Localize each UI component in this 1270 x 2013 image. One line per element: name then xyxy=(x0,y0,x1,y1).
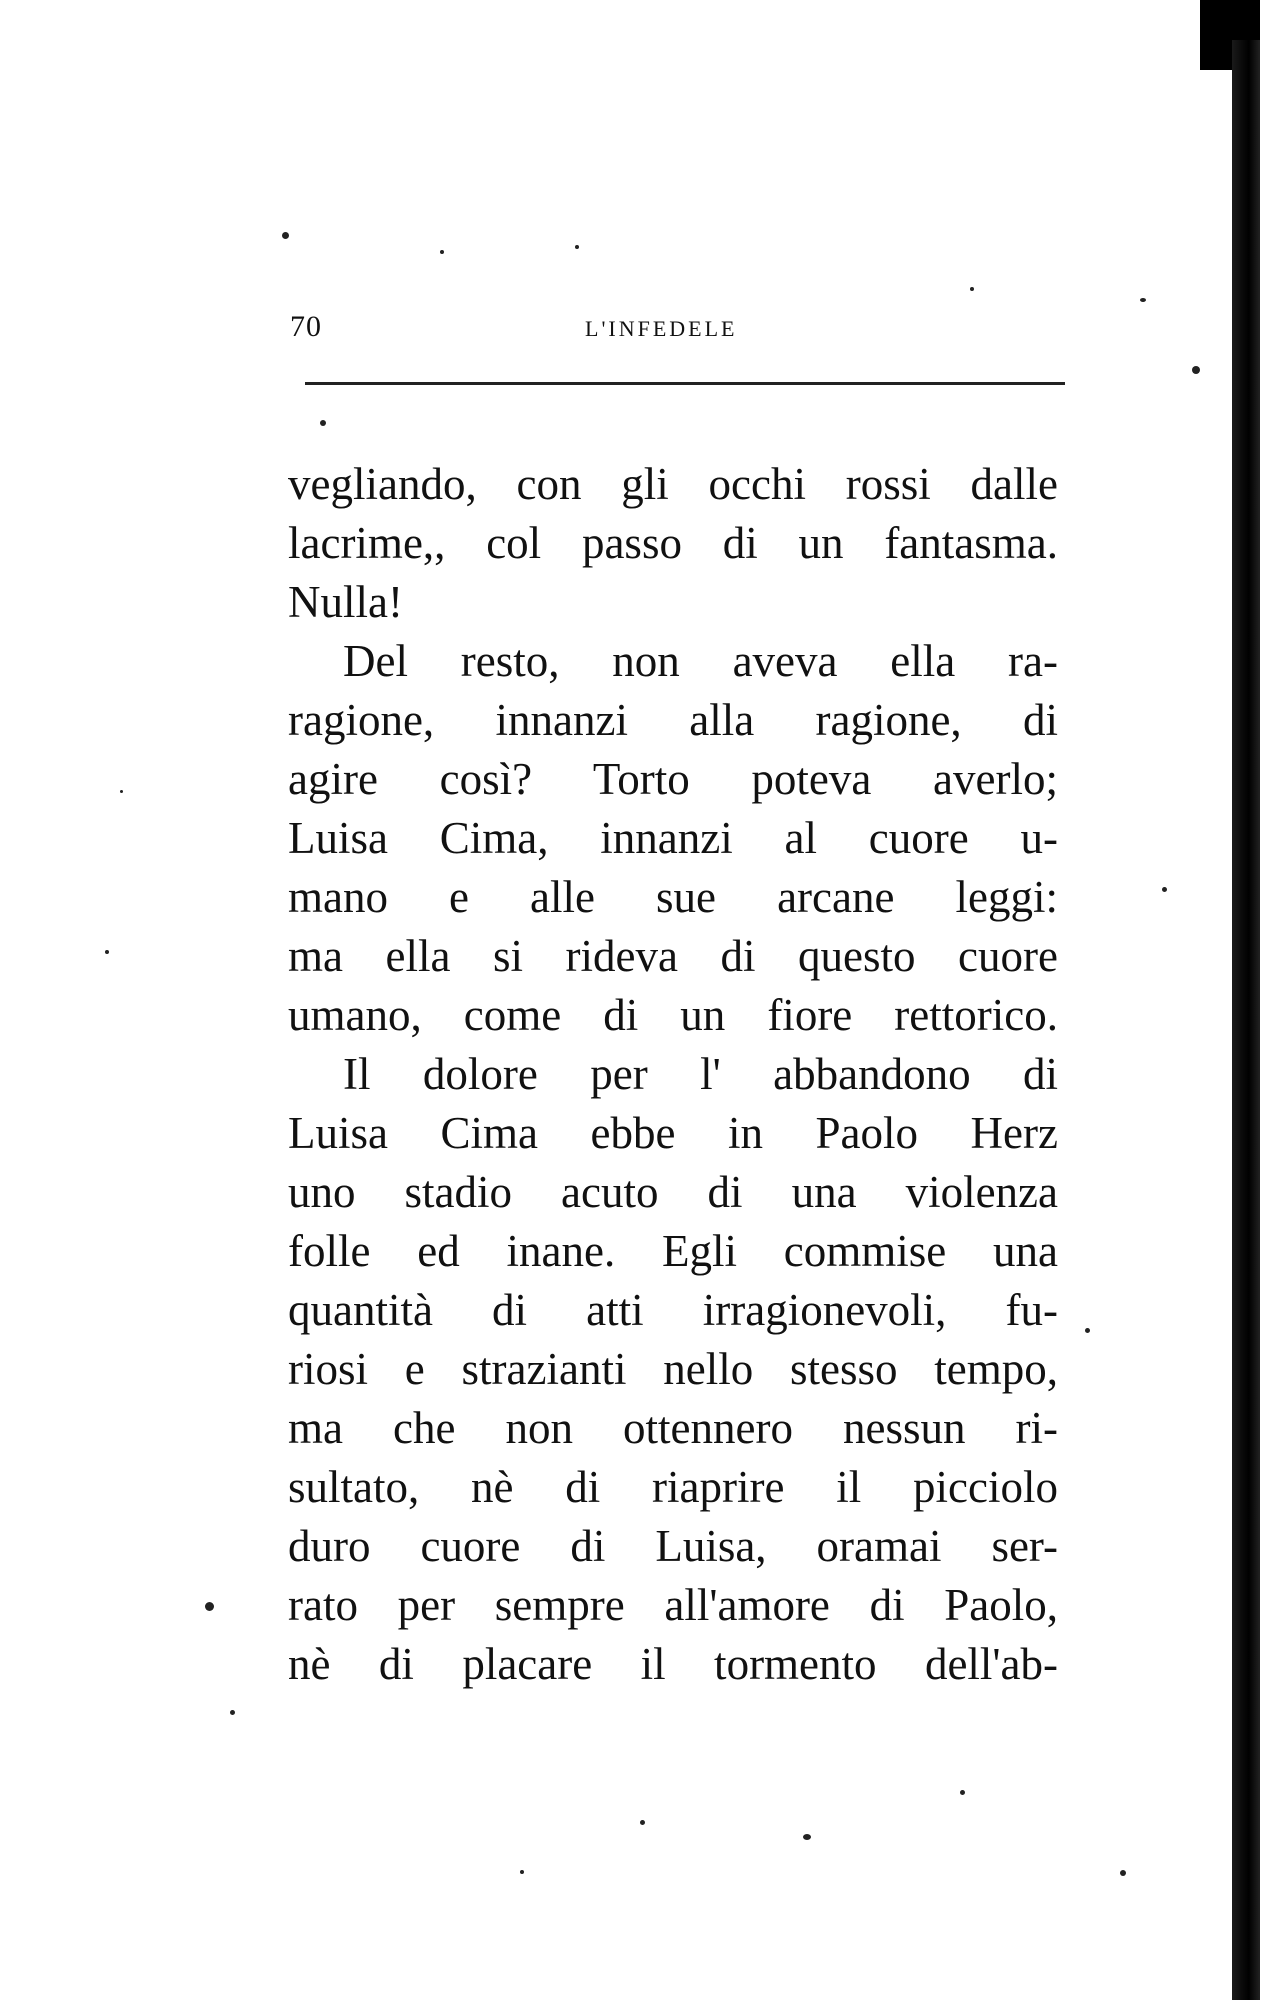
text-line: Del resto, non aveva ella ra- xyxy=(343,636,1058,686)
scan-speck xyxy=(970,287,974,291)
text-line: vegliando, con gli occhi rossi dalle xyxy=(288,459,1058,509)
text-line: Il dolore per l' abbandono di xyxy=(343,1049,1058,1099)
scan-speck xyxy=(1192,366,1200,374)
paragraph-3 xyxy=(288,1045,1058,1694)
text-line: rato per sempre all'amore di Paolo, xyxy=(288,1580,1058,1630)
scan-speck xyxy=(520,1870,524,1874)
scan-speck xyxy=(960,1790,965,1795)
scan-speck xyxy=(440,250,444,254)
text-line: sultato, nè di riaprire il picciolo xyxy=(288,1462,1058,1512)
text-line: umano, come di un fiore rettorico. xyxy=(288,990,1058,1040)
text-line: mano e alle sue arcane leggi: xyxy=(288,872,1058,922)
body-text xyxy=(288,455,1058,1694)
scan-speck xyxy=(575,245,579,249)
scan-speck xyxy=(105,950,109,954)
text-line: lacrime,, col passo di un fantasma. xyxy=(288,518,1058,568)
scan-speck xyxy=(803,1834,811,1840)
page-edge-shadow xyxy=(1232,40,1260,2000)
text-line: nè di placare il tormento dell'ab- xyxy=(288,1639,1058,1689)
text-line: folle ed inane. Egli commise una xyxy=(288,1226,1058,1276)
running-title: L'INFEDELE xyxy=(585,316,738,341)
text-line: Nulla! xyxy=(288,577,403,627)
header-rule xyxy=(305,382,1065,385)
text-line: uno stadio acuto di una violenza xyxy=(288,1167,1058,1217)
page-header xyxy=(290,310,1060,350)
scan-speck xyxy=(230,1710,235,1715)
page-number: 70 xyxy=(290,310,322,343)
text-line: Luisa Cima ebbe in Paolo Herz xyxy=(288,1108,1058,1158)
text-line: duro cuore di Luisa, oramai ser- xyxy=(288,1521,1058,1571)
scan-speck xyxy=(205,1602,214,1611)
scan-speck xyxy=(1120,1870,1126,1876)
text-line: ma che non ottennero nessun ri- xyxy=(288,1403,1058,1453)
scan-speck xyxy=(282,232,289,239)
text-line: Luisa Cima, innanzi al cuore u- xyxy=(288,813,1058,863)
scan-speck xyxy=(120,790,123,793)
paragraph-2 xyxy=(288,632,1058,1045)
text-line: ma ella si rideva di questo cuore xyxy=(288,931,1058,981)
scan-speck xyxy=(640,1820,645,1825)
text-line: ragione, innanzi alla ragione, di xyxy=(288,695,1058,745)
scan-speck xyxy=(1085,1328,1090,1333)
text-line: agire così? Torto poteva averlo; xyxy=(288,754,1058,804)
paragraph-1 xyxy=(288,455,1058,632)
scan-speck xyxy=(1162,887,1167,892)
scan-speck xyxy=(320,420,326,426)
text-line: quantità di atti irragionevoli, fu- xyxy=(288,1285,1058,1335)
text-line: riosi e strazianti nello stesso tempo, xyxy=(288,1344,1058,1394)
scan-speck xyxy=(1140,298,1146,302)
